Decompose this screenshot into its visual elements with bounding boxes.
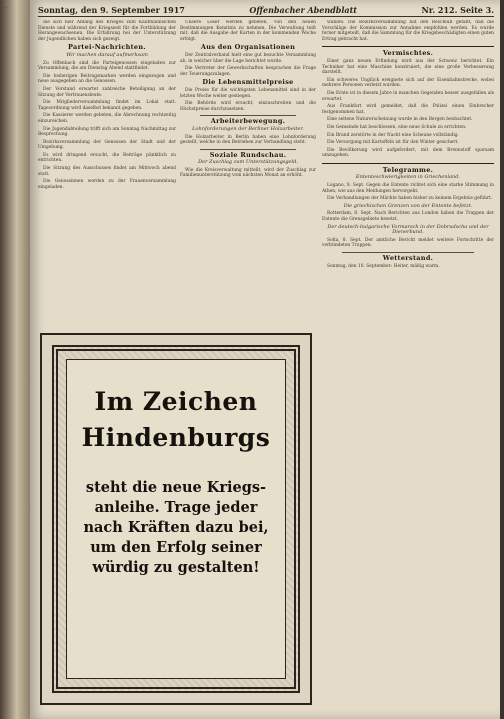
header-page-number: Nr. 212. Seite 3.: [421, 5, 494, 15]
ad-headline-line: Im Zeichen: [94, 387, 258, 416]
col1-para: Zu Offenbach sind die Parteigenossen eingeladen zur Versammlung, die am Dienstag Abend stattfindet.: [38, 60, 176, 72]
ad-headline: [82, 384, 271, 456]
col3-para: Sonntag, den 10. September: Heiter, mäßig warm.: [327, 263, 440, 269]
war-bond-advertisement: [40, 333, 312, 705]
divider: [322, 163, 494, 164]
col2-para: Die Vertreter der Gewerkschaften besprachen die Frage der Teuerungszulagen.: [180, 66, 316, 77]
ad-body-line: anleihe. Trage jeder: [94, 499, 258, 516]
col3-para: Die Bevölkerung wird aufgefordert, mit dem Brennstoff sparsam umzugehen.: [322, 147, 494, 159]
col3-subheading-dobrudja: Der deutsch-bulgarische Vormarsch in der Dobrudscha und der Dienerbund.: [327, 223, 489, 236]
col3-heading-miscellaneous: Vermischtes.: [382, 49, 434, 58]
col3-para: Die Ernte ist in diesem Jahre in manchen Gegenden besser ausgefallen als erwartet.: [322, 90, 494, 102]
col3-para: Die Gemeinde hat beschlossen, eine neue Schule zu errichten.: [327, 124, 467, 130]
col2-subheading-labour: Lohnforderungen der Berliner Holzarbeiter.: [192, 125, 304, 132]
header-masthead: Offenbacher Abendblatt: [249, 5, 357, 15]
col3-para: Lugano, 8. Sept. Gegen die Entente richtet sich eine starke Stimmung in Athen, wie aus den Meldungen hervorgeht.: [322, 183, 494, 194]
col2-lead: Unsere Leser werden gebeten, von den neuen Bestimmungen Kenntnis zu nehmen. Die Verwaltung teilt mit, daß die Ausgabe der Karten in der kommenden Woche erfolgt.: [180, 20, 316, 42]
divider: [200, 115, 296, 116]
col2-para: Die Preise für die wichtigsten Lebensmittel sind in der letzten Woche weiter gestiegen.: [180, 87, 316, 99]
divider: [342, 252, 474, 253]
col2-heading-prices: Die Lebensmittelpreise: [202, 78, 294, 87]
col1-para: Bezirksversammlung der Genossen der Stadt und der Umgebung.: [38, 139, 176, 151]
column-3: [322, 20, 494, 710]
col2-heading-social: Soziale Rundschau.: [209, 150, 287, 159]
ad-content-box: [66, 359, 286, 679]
column-1: [38, 20, 176, 326]
column-2: [180, 20, 316, 326]
col1-para: Die Jugendabteilung trifft sich am Sonntag Nachmittag zur Besprechung.: [38, 126, 176, 138]
col2-heading-labour: Arbeiterbewegung.: [210, 117, 286, 126]
col1-para: Die Sitzung des Ausschusses findet am Mittwoch abend statt.: [38, 166, 176, 177]
ad-body-line: nach Kräften dazu bei,: [83, 519, 269, 536]
divider: [322, 46, 494, 47]
col3-para: Rotterdam, 8. Sept. Nach Berichten aus London haben die Truppen der Entente die Grenzgebiete besetzt.: [322, 211, 494, 223]
col1-para: Die Kassierer werden gebeten, die Abrechnung rechtzeitig einzureichen.: [38, 113, 176, 124]
col1-para: Es wird dringend ersucht, die Beiträge pünktlich zu entrichten.: [38, 152, 176, 164]
col1-para: Die bisherigen Beitragsmarken werden eingezogen und neue ausgegeben an die Genossen.: [38, 73, 176, 85]
col1-lead: die sich hier Anfang des Krieges zum Kaufmännischen Dienste und während der Kriegszeit für die Fortbildung der Herangewachsenen. Die Erfahrung bei der Unterstützung der Jugendlichen haben sich gezeigt.: [38, 20, 176, 42]
col3-para: Ein schweres Unglück ereignete sich auf der Eisenbahnstrecke, wobei mehrere Personen verletzt wurden.: [322, 77, 494, 89]
col2-heading-organisations: Aus den Organisationen: [200, 43, 296, 52]
col3-para: Eine seltene Naturerscheinung wurde in den Bergen beobachtet.: [327, 117, 473, 123]
adjacent-page-text: ......: [2, 4, 10, 9]
divider: [200, 149, 296, 150]
col1-heading: Partei-Nachrichten.: [68, 43, 146, 52]
col1-para: Die Mitgliederversammlung findet im Lokal statt. Tagesordnung wird daselbst bekannt gegeben.: [38, 100, 176, 111]
col3-subheading-greece: Ententeschwierigkeiten in Griechenland.: [355, 174, 461, 181]
ad-body-line: steht die neue Kriegs-: [85, 479, 267, 496]
col3-para: Ein Brand zerstörte in der Nacht eine Scheune vollständig.: [327, 132, 459, 138]
col3-para: Die Versorgung mit Kartoffeln ist für den Winter gesichert.: [327, 140, 459, 146]
header-date: Sonntag, den 9. September 1917: [38, 5, 185, 15]
col2-subheading-social: Der Zuschlag zum Unterstützungsgeld.: [198, 159, 298, 166]
col1-subheading: Wir machen darauf aufmerksam: [66, 51, 148, 58]
col2-para: Die Behörde wird ersucht, einzuschreiten und die Höchstpreise durchzusetzen.: [180, 101, 316, 112]
book-spine: [0, 0, 30, 719]
ad-headline-line: Hindenburgs: [81, 423, 271, 452]
col1-para: Die Genossinnen werden zu der Frauenversammlung eingeladen.: [38, 179, 176, 190]
col2-para: Wie die Kreisverwaltung mitteilt, wird der Zuschlag zur Familienunterstützung vom nächsten Monat an erhöht.: [180, 167, 316, 179]
book-edge: [500, 0, 504, 719]
col1-para: Der Vorstand erwartet zahlreiche Beteiligung an der Sitzung der Vertrauensleute.: [38, 86, 176, 98]
col3-heading-weather: Wetterstand.: [382, 254, 434, 262]
col2-para: Die Holzarbeiter in Berlin haben eine Lohnforderung gestellt, welche in den Betrieben zur Verhandlung steht.: [180, 134, 316, 146]
col2-para: Der Zentralverband hielt eine gut besuchte Versammlung ab, in welcher über die Lage berichtet wurde.: [180, 52, 316, 64]
col3-lead: wählen. Die Bezirksversammlung hat den Beschluß gefaßt, daß die Vorschläge der Kommission zur Annahme empfohlen werden. Es wurde ferner mitgeteilt, daß die Sammlung für die Kriegsbeschädigten einen guten Ertrag gebracht hat.: [322, 20, 494, 42]
newspaper-page: [30, 0, 502, 719]
col3-heading-telegrams: Telegramme.: [382, 165, 434, 174]
ad-body: [83, 478, 268, 578]
ad-body-line: würdig zu gestalten!: [92, 559, 260, 576]
ad-body-line: um den Erfolg seiner: [90, 539, 262, 556]
page-header: [38, 4, 494, 17]
col3-para: Sofia, 8. Sept. Der amtliche Bericht meldet weitere Fortschritte der verbündeten Truppen.: [322, 237, 494, 249]
col3-para: Aus Frankfurt wird gemeldet, daß die Polizei einen Einbrecher festgenommen hat.: [322, 104, 494, 115]
col3-para: Die Verhandlungen der Mächte haben bisher zu keinem Ergebnis geführt.: [327, 196, 493, 202]
col3-subheading-borders: Die griechischen Grenzen von der Entente befetzt.: [343, 202, 473, 209]
col3-para: Einer ganz neuen Erfindung wird aus der Schweiz berichtet. Ein Techniker hat eine Maschine konstruiert, die eine große Verbesserung darstellt.: [322, 58, 494, 76]
ad-border: [52, 345, 300, 693]
